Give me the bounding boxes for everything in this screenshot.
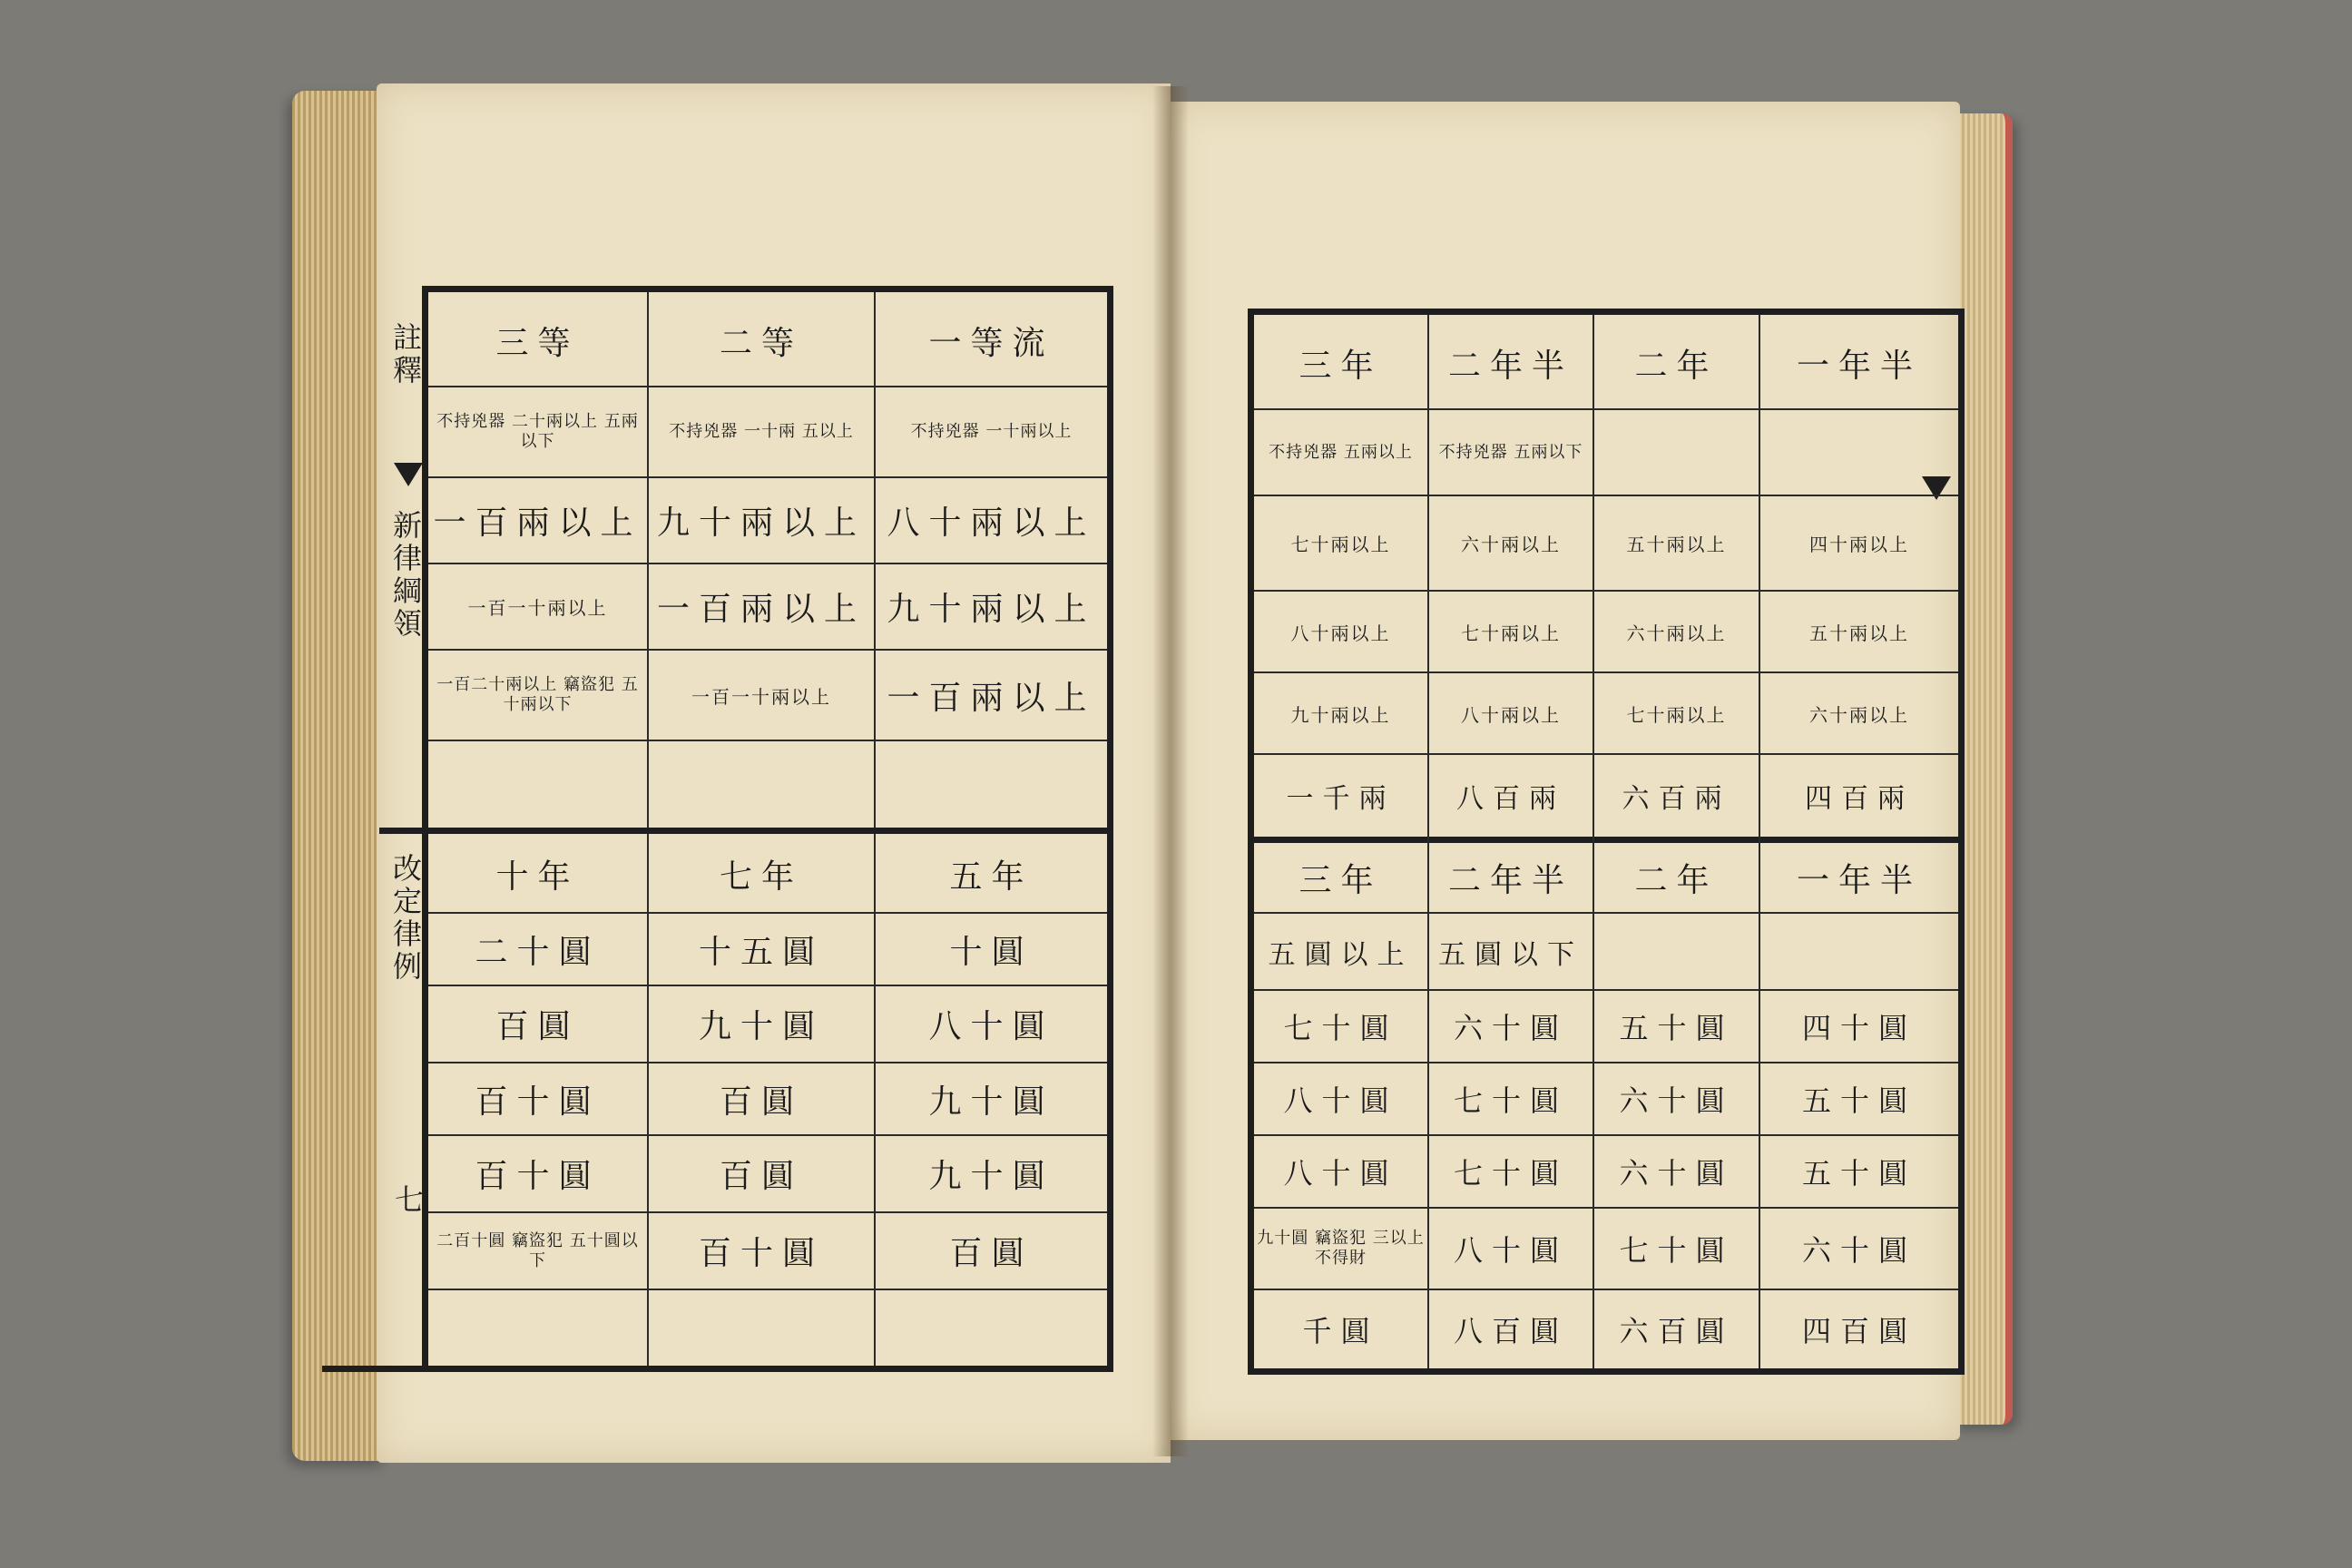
table-header: 二年: [1634, 861, 1719, 899]
table-cell: 九十圓: [928, 1083, 1054, 1121]
table-cell: 千圓: [1302, 1314, 1379, 1348]
table-cell: 十五圓: [698, 933, 824, 971]
table-cell: 六百圓: [1619, 1314, 1734, 1348]
table-header: 一等流: [928, 324, 1054, 362]
table-header: 十年: [495, 858, 580, 896]
law-title-label: 新律綱領: [388, 510, 423, 641]
table-cell: 四十圓: [1801, 1011, 1916, 1045]
table-cell: 十圓: [949, 933, 1034, 971]
table-cell: 七十兩以上: [1290, 534, 1391, 555]
table-cell: 五圓以下: [1438, 938, 1583, 971]
table-header: 三年: [1298, 861, 1383, 899]
table-cell: 九十圓: [928, 1158, 1054, 1195]
table-cell: 九十兩以上: [1290, 703, 1391, 726]
law-title-2-label: 改定律例: [388, 853, 423, 984]
table-cell: 一百兩以上: [656, 591, 866, 628]
table-cell: [1760, 914, 1958, 989]
section-tab-mark: [394, 463, 423, 486]
left-bottom-rule: [322, 1366, 1113, 1372]
table-cell: 一百兩以上: [433, 505, 642, 542]
table-cell: 一百一十兩以上: [691, 685, 831, 708]
table-cell: 二百十圓 竊盜犯 五十圓以下: [436, 1230, 639, 1270]
table-cell: 四百圓: [1801, 1314, 1916, 1348]
table-cell: [1594, 914, 1759, 989]
table-header: 七年: [719, 858, 803, 896]
table-cell: 六百兩: [1622, 783, 1731, 815]
table-cell: 八十兩以上: [1290, 622, 1391, 644]
table-cell: 九十圓: [698, 1008, 824, 1045]
table-header: 一年半: [1796, 347, 1922, 385]
table-cell: 八十圓: [1453, 1233, 1568, 1268]
table-cell: 百十圓: [475, 1158, 601, 1195]
table-cell: 六十圓: [1619, 1083, 1734, 1118]
table-cell: 一百二十兩以上 竊盜犯 五十兩以下: [436, 675, 639, 714]
right-table-divider: [1254, 837, 1958, 843]
table-cell: 不持兇器 二十兩以上 五兩以下: [436, 412, 639, 451]
table-cell: 一百兩以上: [887, 679, 1096, 717]
table-cell: 七十圓: [1283, 1011, 1398, 1045]
table-cell: 七十兩以上: [1626, 703, 1727, 726]
table-cell: 七十圓: [1619, 1233, 1734, 1268]
table-cell: 一千兩: [1286, 783, 1396, 815]
table-cell: 八百圓: [1453, 1314, 1568, 1348]
table-header: 三等: [495, 324, 580, 362]
left-page-edges: [292, 91, 387, 1461]
table-cell: [1760, 410, 1958, 495]
table-cell: 四十兩以上: [1809, 534, 1909, 555]
table-cell: 六十兩以上: [1461, 534, 1561, 555]
table-cell: 七十圓: [1453, 1156, 1568, 1191]
table-cell: 八十兩以上: [1461, 703, 1561, 726]
table-cell: 五圓以上: [1268, 938, 1414, 971]
table-header: 一年半: [1796, 861, 1922, 899]
table-cell: 六十圓: [1453, 1011, 1568, 1045]
table-cell: 百十圓: [475, 1083, 601, 1121]
table-cell: 八十兩以上: [887, 505, 1096, 542]
table-header: 二年半: [1447, 347, 1573, 385]
table-cell: 五十圓: [1801, 1156, 1916, 1191]
table-cell: 百圓: [949, 1235, 1034, 1272]
table-cell: 九十圓 竊盜犯 三以上 不得財: [1257, 1229, 1425, 1268]
table-header: 二等: [719, 324, 803, 362]
grid-line: [428, 740, 1107, 741]
table-cell: 一百一十兩以上: [467, 597, 608, 619]
table-header: 二年: [1634, 347, 1719, 385]
table-cell: 八百兩: [1456, 783, 1565, 815]
table-cell: 不持兇器 一十兩以上: [910, 422, 1073, 441]
table-cell: [1594, 410, 1759, 495]
table-cell: 五十圓: [1801, 1083, 1916, 1118]
table-cell: 九十兩以上: [656, 505, 866, 542]
table-cell: 百十圓: [698, 1235, 824, 1272]
table-cell: 五十圓: [1619, 1011, 1734, 1045]
table-cell: 二十圓: [475, 933, 601, 971]
table-cell: 六十圓: [1801, 1233, 1916, 1268]
table-header: 三年: [1298, 347, 1383, 385]
table-cell: 五十兩以上: [1809, 622, 1909, 644]
table-cell: 九十兩以上: [887, 591, 1096, 628]
margin-note-label: 註釋: [388, 322, 423, 387]
table-cell: 七十圓: [1453, 1083, 1568, 1118]
table-cell: 百圓: [495, 1008, 580, 1045]
table-cell: 四百兩: [1805, 783, 1914, 815]
table-cell: 百圓: [719, 1083, 803, 1121]
table-cell: 六十兩以上: [1809, 703, 1909, 726]
page-number: 七: [390, 1184, 425, 1217]
table-cell: 八十圓: [1283, 1156, 1398, 1191]
table-cell: 百圓: [719, 1158, 803, 1195]
grid-line: [428, 1289, 1107, 1290]
table-cell: 五十兩以上: [1626, 534, 1727, 555]
table-cell: 六十兩以上: [1626, 622, 1727, 644]
table-cell: 不持兇器 五兩以下: [1438, 442, 1583, 462]
table-cell: 八十圓: [1283, 1083, 1398, 1118]
table-cell: 七十兩以上: [1461, 622, 1561, 644]
table-header: 五年: [949, 858, 1034, 896]
table-cell: 八十圓: [928, 1008, 1054, 1045]
table-header: 二年半: [1447, 861, 1573, 899]
table-cell: 六十圓: [1619, 1156, 1734, 1191]
table-cell: 不持兇器 五兩以上: [1269, 442, 1413, 462]
book-gutter: [1152, 86, 1189, 1456]
table-cell: 不持兇器 一十兩 五以上: [669, 422, 854, 441]
